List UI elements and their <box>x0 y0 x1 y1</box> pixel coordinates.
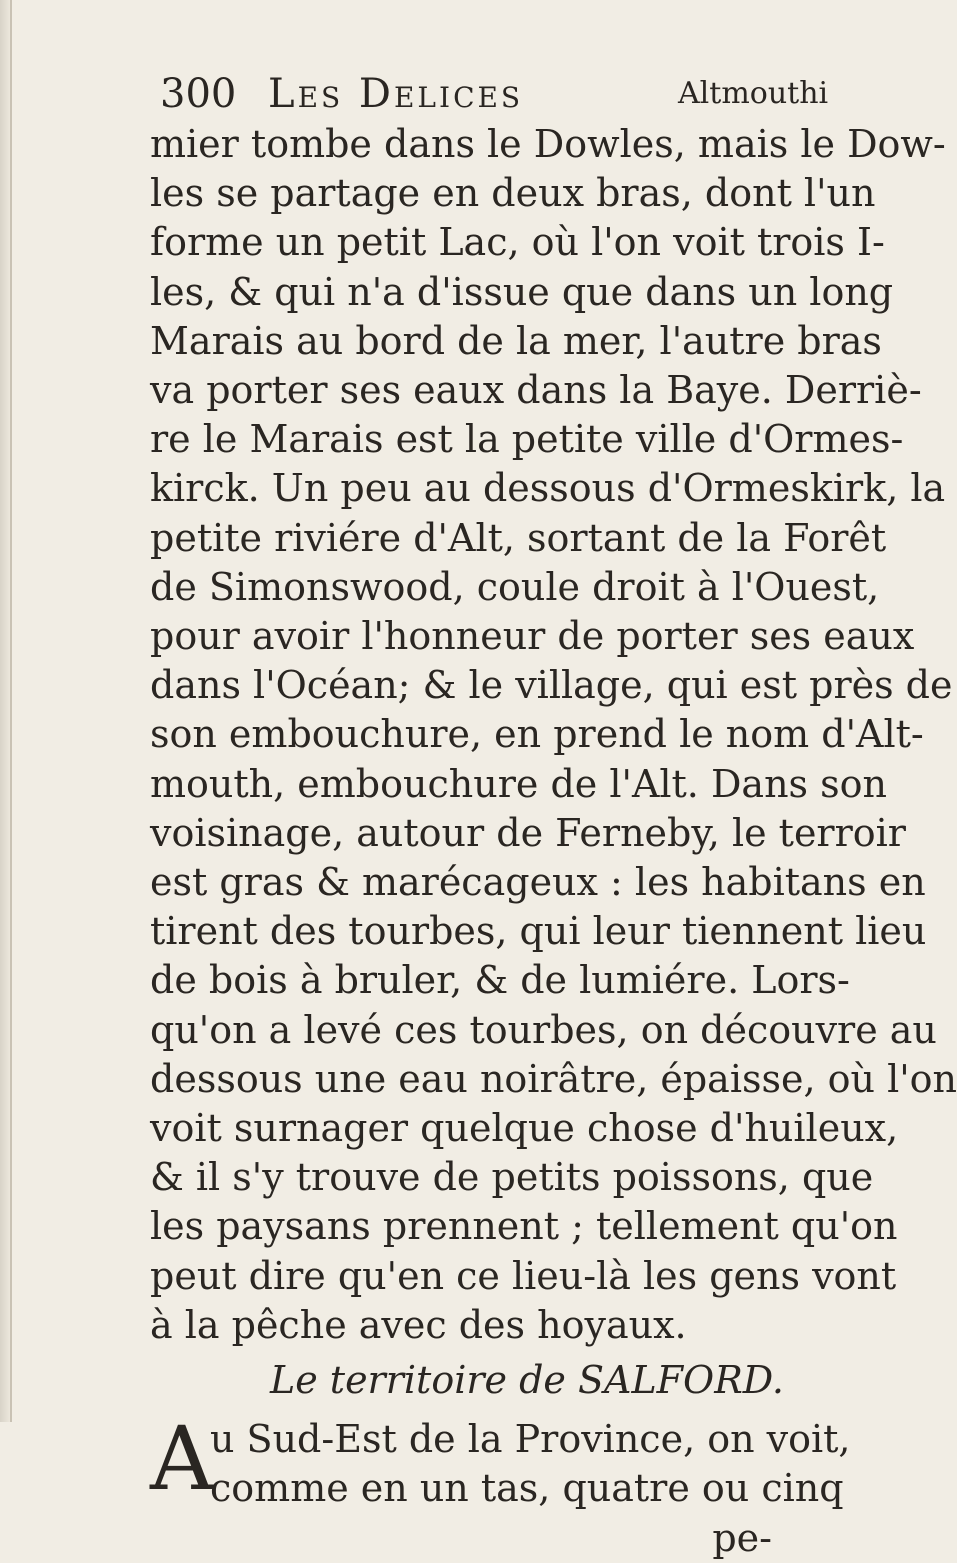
text-line: de Simonswood, coule droit à l'Ouest, <box>150 564 880 609</box>
text-line: va porter ses eaux dans la Baye. Derriè- <box>150 368 922 413</box>
text-line: kirck. Un peu au dessous d'Ormeskirk, la <box>150 466 946 511</box>
page-number: 300 <box>160 71 237 117</box>
text-line: tirent des tourbes, qui leur tiennent lieu <box>150 909 927 954</box>
text-line: les paysans prennent ; tellement qu'on <box>150 1204 898 1249</box>
text-line-content: u Sud-Est de la Province, on voit, <box>210 1417 851 1462</box>
text-line: les, & qui n'a d'issue que dans un long <box>150 269 894 314</box>
text-line: Marais au bord de la mer, l'autre bras <box>150 318 882 363</box>
page-header <box>160 66 829 122</box>
drop-cap: A <box>150 1407 214 1511</box>
book-gutter <box>0 0 10 1422</box>
text-line: son embouchure, en prend le nom d'Alt- <box>150 712 924 757</box>
text-line: dessous une eau noirâtre, épaisse, où l'on <box>150 1056 957 1101</box>
text-line <box>150 1464 844 1513</box>
text-line: peut dire qu'en ce lieu-là les gens vont <box>150 1253 897 1298</box>
text-line: dans l'Océan; & le village, qui est près de <box>150 663 953 708</box>
text-line: les se partage en deux bras, dont l'un <box>150 171 876 216</box>
catchword-next: pe- <box>712 1515 772 1560</box>
text-line: qu'on a levé ces tourbes, on découvre au <box>150 1007 937 1052</box>
text-line-content: comme en un tas, quatre ou cinq <box>210 1466 844 1511</box>
text-line: & il s'y trouve de petits poissons, que <box>150 1155 874 1200</box>
header-catchword: Altmouthi <box>678 76 829 111</box>
text-line: de bois à bruler, & de lumiére. Lors- <box>150 958 850 1003</box>
text-line: mier tombe dans le Dowles, mais le Dow- <box>150 122 946 166</box>
text-line: petite riviére d'Alt, sortant de la Forêt <box>150 515 887 560</box>
running-title: Les Delices <box>268 71 524 117</box>
text-line: voit surnager quelque chose d'huileux, <box>150 1106 899 1151</box>
text-line: pour avoir l'honneur de porter ses eaux <box>150 614 915 659</box>
page-body <box>150 120 957 1563</box>
text-line: à la pêche avec des hoyaux. <box>150 1302 687 1347</box>
text-line: forme un petit Lac, où l'on voit trois I- <box>150 220 885 265</box>
text-line: voisinage, autour de Ferneby, le terroir <box>150 810 906 855</box>
section-heading: Le territoire de SALFORD. <box>270 1358 785 1403</box>
text-line: est gras & marécageux : les habitans en <box>150 860 926 905</box>
text-line: re le Marais est la petite ville d'Ormes- <box>150 417 904 462</box>
text-line: mouth, embouchure de l'Alt. Dans son <box>150 761 887 806</box>
page-edge <box>10 0 12 1422</box>
